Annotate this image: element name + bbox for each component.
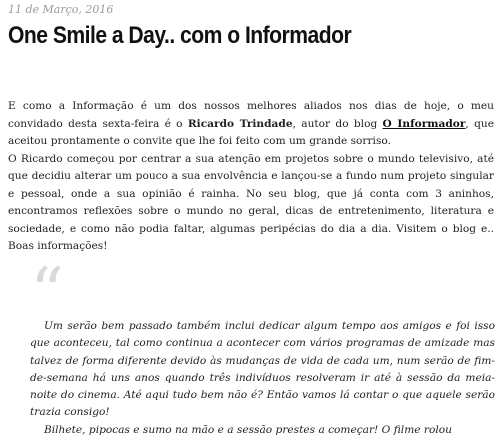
quote-mark-icon: “ <box>30 254 64 331</box>
post-date: 11 de Março, 2016 <box>8 3 114 16</box>
description-paragraph: O Ricardo começou por centrar a sua atenção em projetos sobre o mundo televisivo, até que decidiu alterar um pouco a sua envolvência e lançou-se a fundo num projeto singular e pessoal, onde a sua opinião é rainha. No seu blog, que já conta com 3 aninhos, encontramos reflexões sobre o mundo no geral, dicas de entretenimento, literatura e sociedade, e como não podia faltar, algumas peripécias do dia a dia. Visitem o blog e.. Boas informações! <box>8 152 494 252</box>
intro-text-1: E como a Informação é um dos nossos melhores aliados nos dias de hoje, o meu convidado desta sexta-feira é o <box>8 100 494 130</box>
blockquote <box>30 318 495 439</box>
intro-paragraph <box>8 98 494 151</box>
guest-name: Ricardo Trindade <box>187 117 293 130</box>
intro-text-3: , que aceitou prontamente o convite que lhe foi feito com um grande sorriso. <box>8 117 494 147</box>
quote-paragraph: Bilhete, pipocas e sumo na mão e a sessão prestes a começar! O filme rolou <box>44 423 452 436</box>
post-title[interactable]: One Smile a Day.. com o Informador <box>8 22 352 49</box>
quote-paragraph: Um serão bem passado também inclui dedicar algum tempo aos amigos e foi isso que aconteceu, tal como continua a acontecer com vários programas de amizade mas talvez de forma diferente devido às mudanças de vida de cada um, num serão de fim-de-semana há uns anos quando três indivíduos resolveram ir até à sessão da meia-noite do cinema. Até aqui tudo bem não é? Então vamos lá contar o que aquele serão trazia consigo! <box>30 320 495 419</box>
post-body <box>8 98 494 256</box>
blog-link[interactable]: O Informador <box>382 117 466 130</box>
intro-text-2: , autor do blog <box>292 117 383 130</box>
